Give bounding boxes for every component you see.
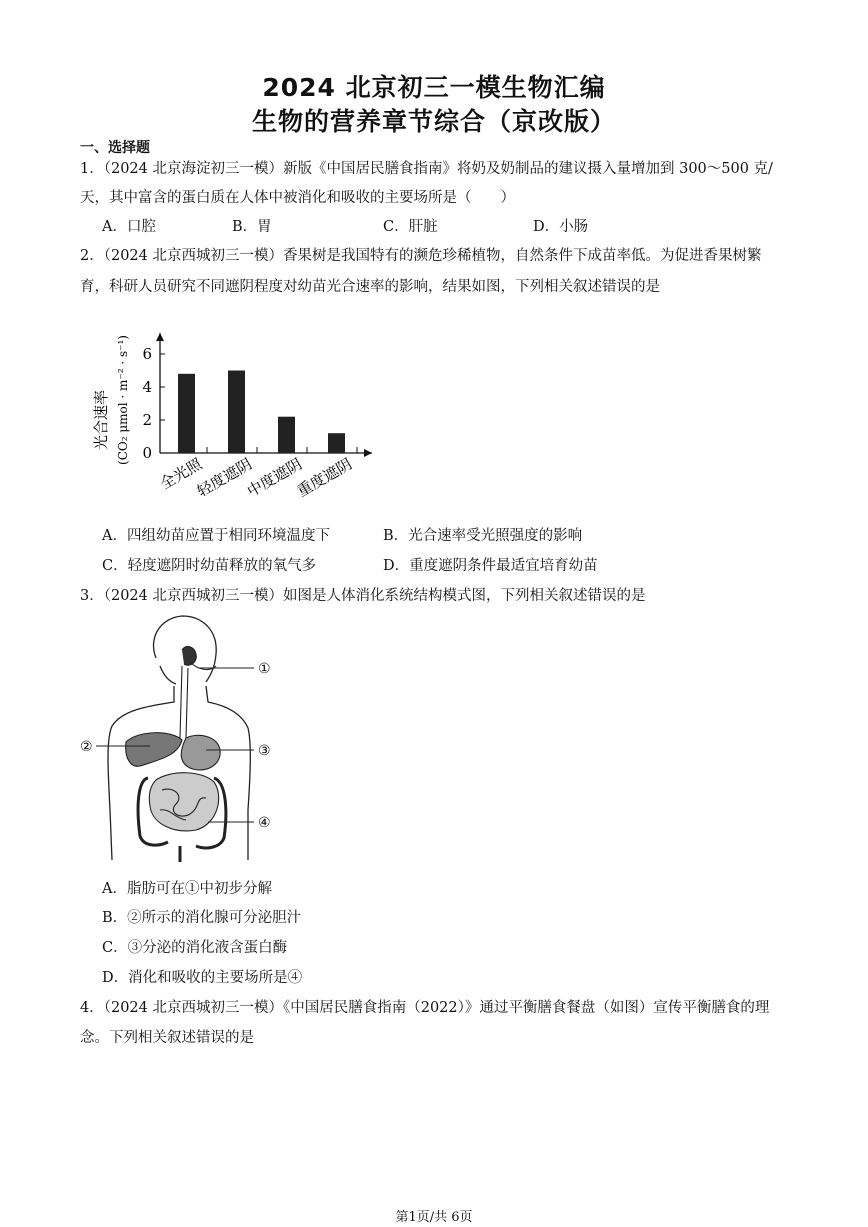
x-category-label: 重度遮阴 bbox=[294, 454, 355, 501]
q3-option-c: C．③分泌的消化液含蛋白酶 bbox=[102, 940, 288, 956]
digestive-organs bbox=[126, 647, 226, 862]
label-3: ③ bbox=[258, 743, 271, 759]
x-category-label: 全光照 bbox=[157, 454, 205, 493]
q4-line-1: 4．（2024 北京西城初三一模）《中国居民膳食指南（2022）》通过平衡膳食餐盘（如图）宣传平衡膳食的理 bbox=[80, 1000, 770, 1016]
label-4: ④ bbox=[258, 815, 271, 831]
y-axis-title bbox=[92, 335, 130, 465]
label-2: ② bbox=[80, 739, 93, 755]
q2-option-c: C．轻度遮阴时幼苗释放的氧气多 bbox=[102, 558, 317, 574]
q1-option-c: C．肝脏 bbox=[383, 219, 438, 235]
chart-bars bbox=[178, 371, 345, 454]
bar bbox=[278, 417, 295, 453]
q1-line-2: 天，其中富含的蛋白质在人体中被消化和吸收的主要场所是（ ） bbox=[80, 190, 515, 206]
q1-option-b: B．胃 bbox=[232, 219, 272, 235]
q1-option-d: D．小肠 bbox=[533, 219, 589, 235]
bar bbox=[328, 433, 345, 453]
title-line-1: 2024 北京初三一模生物汇编 bbox=[262, 73, 606, 102]
y-tick-label: 4 bbox=[142, 378, 152, 396]
bar bbox=[228, 371, 245, 454]
q1-line-1: 1．（2024 北京海淀初三一模）新版《中国居民膳食指南》将奶及奶制品的建议摄入量增加到 300～500 克/ bbox=[80, 161, 773, 177]
q3-option-d: D．消化和吸收的主要场所是④ bbox=[102, 970, 303, 986]
q2-option-b: B．光合速率受光照强度的影响 bbox=[383, 528, 583, 544]
y-tick-label: 2 bbox=[142, 411, 152, 429]
q3-option-b: B．②所示的消化腺可分泌胆汁 bbox=[102, 910, 302, 926]
q3-line-1: 3．（2024 北京西城初三一模）如图是人体消化系统结构模式图，下列相关叙述错误的是 bbox=[80, 588, 646, 604]
q2-line-2: 育，科研人员研究不同遮阴程度对幼苗光合速率的影响，结果如图，下列相关叙述错误的是 bbox=[80, 279, 660, 295]
title-line-2: 生物的营养章节综合（京改版） bbox=[251, 107, 616, 136]
x-category-label: 轻度遮阴 bbox=[194, 454, 255, 501]
q2-option-a: A．四组幼苗应置于相同环境温度下 bbox=[102, 528, 330, 544]
q2-line-1: 2．（2024 北京西城初三一模）香果树是我国特有的濒危珍稀植物，自然条件下成苗率低。为促进香果树繁 bbox=[80, 248, 762, 264]
q3-option-a: A．脂肪可在①中初步分解 bbox=[102, 881, 272, 897]
bar bbox=[178, 374, 195, 453]
photosynthesis-bar-chart bbox=[80, 305, 400, 520]
y-axis-unit: (CO₂ μmol · m⁻² · s⁻¹) bbox=[116, 335, 130, 465]
y-axis-label: 光合速率 bbox=[92, 389, 110, 451]
x-axis-arrow bbox=[364, 449, 372, 457]
chart-categories bbox=[157, 454, 355, 500]
y-tick-label: 0 bbox=[142, 444, 152, 462]
y-tick-label: 6 bbox=[142, 345, 152, 363]
label-1: ① bbox=[258, 661, 271, 677]
section-heading: 一、选择题 bbox=[80, 140, 150, 156]
q1-option-a: A．口腔 bbox=[102, 219, 156, 235]
chart-ticks bbox=[142, 345, 357, 462]
x-category-label: 中度遮阴 bbox=[244, 454, 305, 501]
q2-option-d: D．重度遮阴条件最适宜培育幼苗 bbox=[383, 558, 598, 574]
page-footer: 第1页/共 6页 bbox=[395, 1210, 473, 1225]
y-axis-arrow bbox=[156, 333, 164, 341]
digestive-system-diagram bbox=[78, 610, 288, 870]
q4-line-2: 念。下列相关叙述错误的是 bbox=[80, 1030, 254, 1046]
